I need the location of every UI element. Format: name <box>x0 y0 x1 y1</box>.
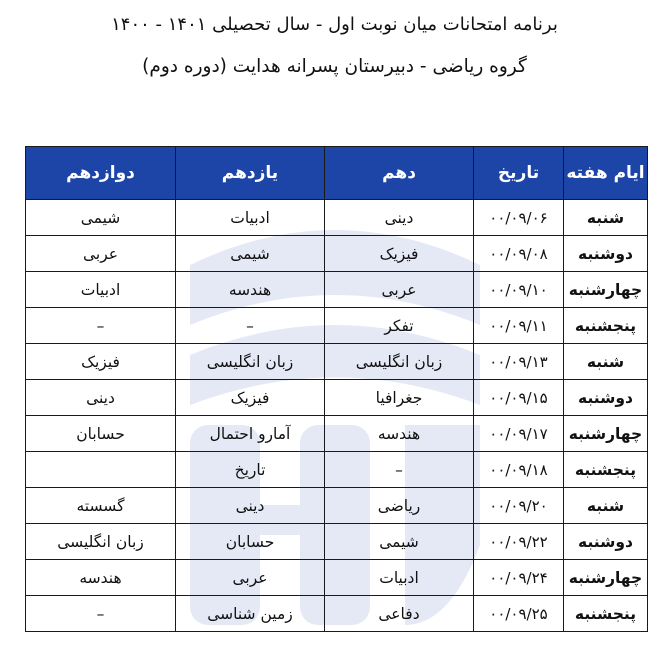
cell-grade11: – <box>176 308 325 344</box>
cell-grade12: دینی <box>26 380 176 416</box>
cell-grade11: زمین شناسی <box>176 596 325 632</box>
cell-date: ۰۰/۰۹/۱۳ <box>474 344 564 380</box>
cell-grade11: حسابان <box>176 524 325 560</box>
table-row <box>26 488 648 524</box>
cell-grade10: هندسه <box>325 416 474 452</box>
table-row <box>26 344 648 380</box>
table-row <box>26 236 648 272</box>
cell-grade10: عربی <box>325 272 474 308</box>
cell-grade10: ادبیات <box>325 560 474 596</box>
table-row <box>26 416 648 452</box>
cell-grade12: – <box>26 308 176 344</box>
table-row <box>26 596 648 632</box>
cell-grade12 <box>26 452 176 488</box>
cell-grade12: فیزیک <box>26 344 176 380</box>
cell-grade12: زبان انگلیسی <box>26 524 176 560</box>
cell-grade12: حسابان <box>26 416 176 452</box>
cell-day: شنبه <box>564 488 648 524</box>
table-row <box>26 200 648 236</box>
cell-date: ۰۰/۰۹/۲۴ <box>474 560 564 596</box>
cell-grade11: شیمی <box>176 236 325 272</box>
cell-date: ۰۰/۰۹/۱۸ <box>474 452 564 488</box>
table-row <box>26 380 648 416</box>
table-header <box>26 147 648 200</box>
cell-date: ۰۰/۰۹/۱۱ <box>474 308 564 344</box>
table-row <box>26 560 648 596</box>
cell-grade10: ریاضی <box>325 488 474 524</box>
cell-day: شنبه <box>564 200 648 236</box>
cell-grade10: شیمی <box>325 524 474 560</box>
cell-grade11: ادبیات <box>176 200 325 236</box>
cell-date: ۰۰/۰۹/۱۷ <box>474 416 564 452</box>
cell-day: دوشنبه <box>564 236 648 272</box>
cell-grade10: فیزیک <box>325 236 474 272</box>
cell-grade11: هندسه <box>176 272 325 308</box>
header-grade10: دهم <box>325 147 474 200</box>
cell-grade11: زبان انگلیسی <box>176 344 325 380</box>
header-date: تاریخ <box>474 147 564 200</box>
cell-day: پنجشنبه <box>564 596 648 632</box>
cell-grade12: گسسته <box>26 488 176 524</box>
table-body <box>26 200 648 632</box>
table-row <box>26 308 648 344</box>
page-title: برنامه امتحانات میان نوبت اول - سال تحصیلی ۱۴۰۱ - ۱۴۰۰ <box>111 14 558 35</box>
cell-grade10: تفکر <box>325 308 474 344</box>
cell-day: شنبه <box>564 344 648 380</box>
cell-date: ۰۰/۰۹/۰۸ <box>474 236 564 272</box>
cell-grade10: جغرافیا <box>325 380 474 416</box>
cell-grade12: هندسه <box>26 560 176 596</box>
cell-grade10: زبان انگلیسی <box>325 344 474 380</box>
cell-day: چهارشنبه <box>564 272 648 308</box>
cell-date: ۰۰/۰۹/۲۵ <box>474 596 564 632</box>
header-day: ایام هفته <box>564 147 648 200</box>
table-row <box>26 452 648 488</box>
cell-grade11: تاریخ <box>176 452 325 488</box>
cell-date: ۰۰/۰۹/۱۵ <box>474 380 564 416</box>
cell-day: دوشنبه <box>564 524 648 560</box>
cell-date: ۰۰/۰۹/۱۰ <box>474 272 564 308</box>
cell-grade12: شیمی <box>26 200 176 236</box>
cell-day: چهارشنبه <box>564 560 648 596</box>
cell-day: چهارشنبه <box>564 416 648 452</box>
table-row <box>26 524 648 560</box>
cell-day: پنجشنبه <box>564 452 648 488</box>
page-subtitle: گروه ریاضی - دبیرستان پسرانه هدایت (دوره دوم) <box>142 56 527 77</box>
cell-date: ۰۰/۰۹/۲۰ <box>474 488 564 524</box>
cell-grade12: عربی <box>26 236 176 272</box>
header-row <box>26 147 648 200</box>
exam-schedule-table <box>25 146 648 632</box>
cell-grade11: آمارو احتمال <box>176 416 325 452</box>
cell-grade11: دینی <box>176 488 325 524</box>
cell-date: ۰۰/۰۹/۲۲ <box>474 524 564 560</box>
header-grade12: دوازدهم <box>26 147 176 200</box>
cell-grade11: عربی <box>176 560 325 596</box>
cell-day: پنجشنبه <box>564 308 648 344</box>
cell-grade10: دینی <box>325 200 474 236</box>
cell-date: ۰۰/۰۹/۰۶ <box>474 200 564 236</box>
cell-day: دوشنبه <box>564 380 648 416</box>
cell-grade11: فیزیک <box>176 380 325 416</box>
cell-grade12: ادبیات <box>26 272 176 308</box>
table-row <box>26 272 648 308</box>
cell-grade12: – <box>26 596 176 632</box>
header-grade11: یازدهم <box>176 147 325 200</box>
cell-grade10: دفاعی <box>325 596 474 632</box>
cell-grade10: – <box>325 452 474 488</box>
